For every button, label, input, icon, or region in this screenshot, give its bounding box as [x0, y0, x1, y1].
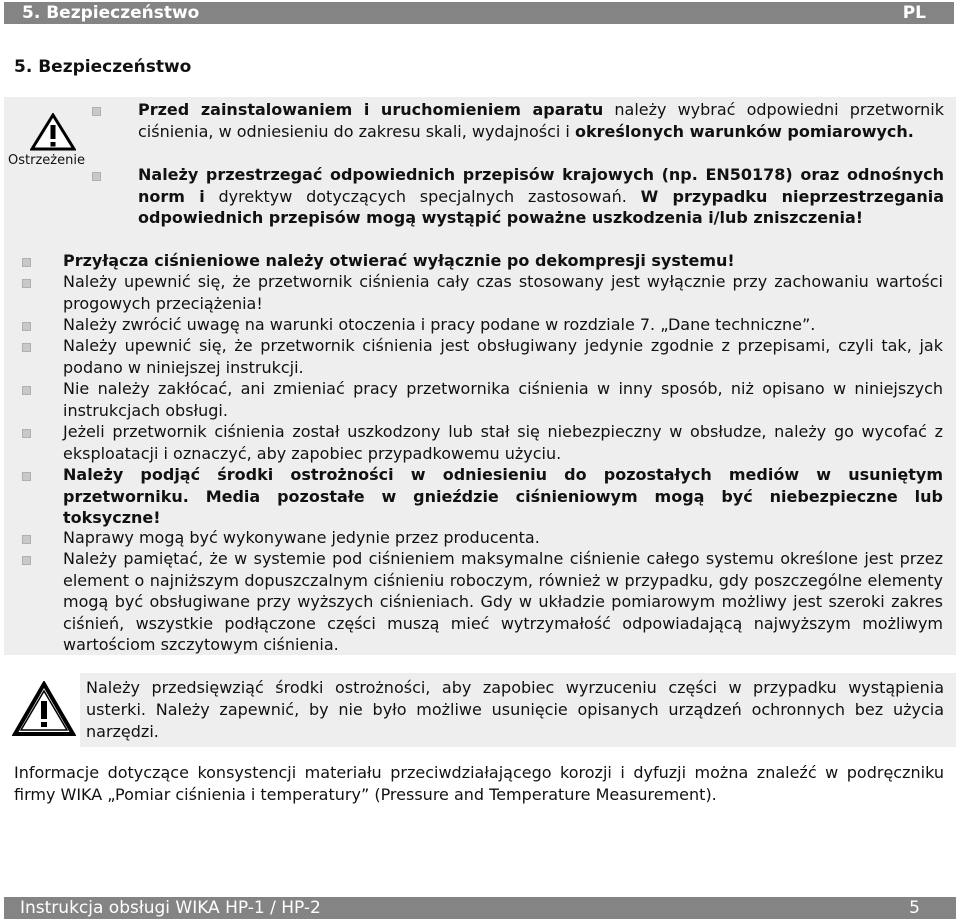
item-text — [63, 336, 943, 377]
text: Należy zwrócić uwagę na warunki otoczenia i pracy podane w rozdziale 7. „Dane techniczne”. — [63, 315, 816, 334]
warning-label: Ostrzeżenie — [8, 153, 85, 168]
bullet — [22, 472, 31, 481]
bullet — [22, 322, 31, 331]
caution-icon-area — [4, 673, 80, 747]
info-paragraph: Informacje dotyczące konsystencji materiału przeciwdziałającego korozji i dyfuzji można znaleźć w podręczniku firmy WIKA „Pomiar ciśnienia i temperatury” (Pressure and Temperature Measurement). — [14, 763, 944, 804]
warning-item — [63, 548, 943, 656]
caution-triangle-icon — [12, 681, 76, 737]
bold-text: Należy przestrzegać odpowiednich przepisów krajowych (np. EN50178) oraz odnośnych norm i — [138, 165, 944, 206]
subitem-text — [138, 100, 944, 141]
warning-subitem — [138, 164, 944, 229]
item-text — [63, 251, 735, 270]
bullet — [22, 429, 31, 438]
item-text — [63, 528, 540, 547]
text: Naprawy mogą być wykonywane jedynie przez producenta. — [63, 528, 540, 547]
page-number: 5 — [909, 898, 920, 918]
page-header — [4, 2, 954, 24]
text: Jeżeli przetwornik ciśnienia został uszkodzony lub stał się niebezpieczny w obsłudze, należy go wycofać z eksploatacji i oznaczyć, aby zapobiec przypadkowemu użyciu. — [63, 422, 943, 463]
bullet — [22, 386, 31, 395]
warning-item — [63, 250, 943, 272]
text: Nie należy zakłócać, ani zmieniać pracy przetwornika ciśnienia w inny sposób, niż opisano w niniejszych instrukcjach obsługi. — [63, 379, 943, 420]
warning-item — [63, 378, 943, 421]
bold-text: Przed zainstalowaniem i uruchomieniem aparatu — [138, 100, 604, 119]
warning-item — [63, 314, 943, 336]
item-text — [63, 315, 815, 334]
bold-text: określonych warunków pomiarowych. — [574, 121, 914, 141]
bullet — [92, 107, 101, 116]
page-footer — [4, 897, 956, 919]
warning-item — [63, 271, 943, 314]
warning-triangle-icon — [30, 113, 76, 151]
warning-icon-area — [4, 97, 94, 247]
item-text — [63, 549, 943, 654]
bullet — [22, 535, 31, 544]
item-text — [63, 272, 943, 313]
warning-item — [63, 335, 943, 378]
text: Należy pamiętać, że w systemie pod ciśnieniem maksymalne ciśnienie całego systemu określone jest przez element o najniższym dopuszczalnym ciśnieniu roboczym, również w przypadku, gdy poszczególne elementy mogą być obsługiwane przy wyższych ciśnieniach. Gdy w układzie pomiarowym możliwy jest szeroki zakres ciśnień, wszystkie podłączone części muszą mieć wytrzymałość odpowiadającą najwyższym możliwym wartościom szczytowym ciśnienia. — [63, 549, 943, 654]
warning-item — [63, 421, 943, 464]
text: Należy upewnić się, że przetwornik ciśnienia jest obsługiwany jedynie zgodnie z przepisami, czyli tak, jak podano w niniejszej instrukcji. — [63, 336, 943, 377]
text: dyrektyw dotyczących specjalnych zastosowań. — [204, 186, 641, 206]
text: należy wybrać odpowiedni przetwornik ciśnienia, w odniesieniu do zakresu skali, wydajności i — [138, 100, 944, 141]
text: Należy upewnić się, że przetwornik ciśnienia cały czas stosowany jest wyłącznie przy zachowaniu wartości progowych przeciążenia! — [63, 272, 943, 313]
item-text — [63, 422, 943, 463]
item-text — [63, 379, 943, 420]
warning-subitem — [138, 99, 944, 142]
subitem-text — [138, 165, 944, 227]
bold-text: Przyłącza ciśnieniowe należy otwierać wyłącznie po dekompresji systemu! — [63, 251, 735, 270]
bullet — [22, 343, 31, 352]
header-title: 5. Bezpieczeństwo — [22, 3, 200, 23]
warning-item — [63, 464, 943, 529]
section-title: 5. Bezpieczeństwo — [14, 57, 192, 77]
bold-text: Należy podjąć środki ostrożności w odniesieniu do pozostałych mediów w usuniętym przetworniku. Media pozostałe w gnieździe ciśnieniowym mogą być niebezpieczne lub toksyczne! — [63, 465, 943, 527]
bullet — [22, 556, 31, 565]
warning-block — [4, 97, 956, 655]
warning-item — [63, 527, 943, 549]
footer-title: Instrukcja obsługi WIKA HP-1 / HP-2 — [20, 898, 321, 918]
caution-block — [4, 673, 956, 747]
item-text — [63, 465, 943, 527]
caution-text: Należy przedsięwziąć środki ostrożności, aby zapobiec wyrzuceniu części w przypadku wystąpienia usterki. Należy zapewnić, by nie było możliwe usunięcie opisanych urządzeń ochronnych bez użycia narzędzi. — [86, 678, 944, 741]
bold-text: W przypadku nieprzestrzegania odpowiednich przepisów mogą wystąpić poważne uszkodzenia i/lub zniszczenia! — [138, 186, 945, 227]
bullet — [22, 279, 31, 288]
bullet — [92, 172, 101, 181]
bullet — [22, 258, 31, 267]
header-lang: PL — [902, 3, 926, 23]
